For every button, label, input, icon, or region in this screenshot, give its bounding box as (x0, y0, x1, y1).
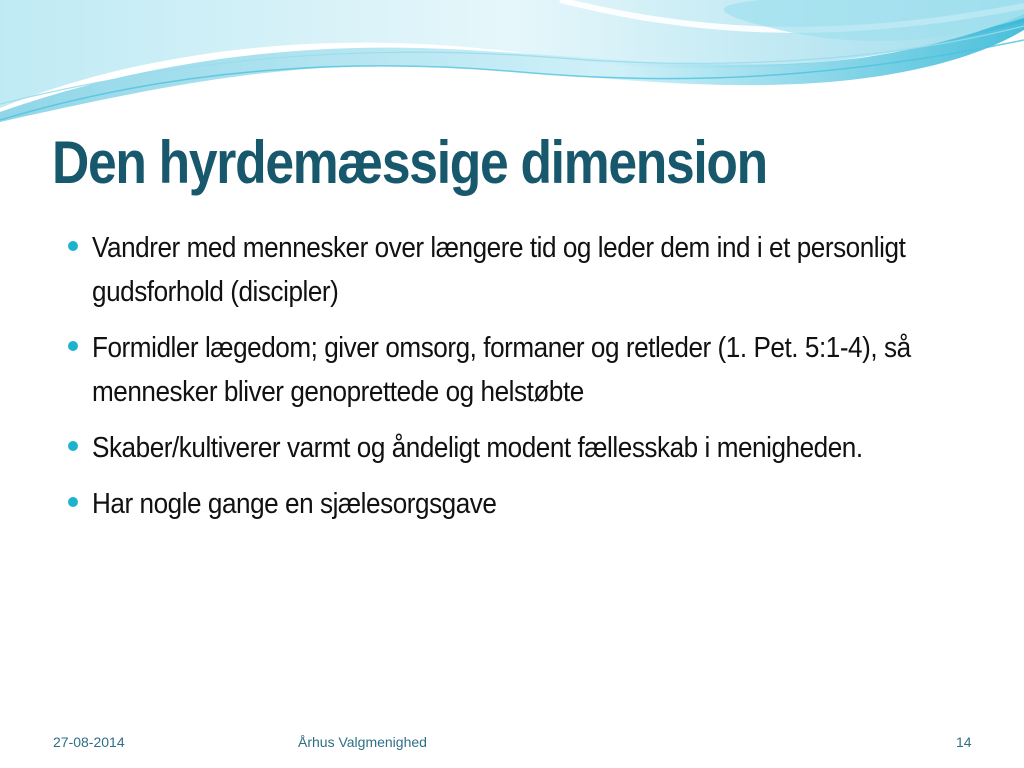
footer-organization: Århus Valgmenighed (298, 734, 427, 750)
wave-decoration (0, 0, 1024, 130)
bullet-text: Har nogle gange en sjælesorgsgave (92, 488, 497, 520)
bullet-item (66, 482, 966, 526)
bullet-list (66, 226, 966, 538)
bullet-item (66, 326, 966, 414)
bullet-item (66, 226, 966, 314)
bullet-item (66, 426, 966, 470)
bullet-text: Vandrer med mennesker over længere tid og leder dem ind i et personligt gudsforhold (discipler) (92, 232, 906, 308)
slide-title: Den hyrdemæssige dimension (52, 129, 767, 196)
bullet-text: Skaber/kultiverer varmt og åndeligt modent fællesskab i menigheden. (92, 432, 863, 464)
bullet-dot-icon (68, 441, 78, 451)
bullet-dot-icon (68, 241, 78, 251)
footer-date: 27-08-2014 (53, 734, 125, 750)
bullet-dot-icon (68, 497, 78, 507)
bullet-dot-icon (68, 341, 78, 351)
bullet-text: Formidler lægedom; giver omsorg, formaner og retleder (1. Pet. 5:1-4), så mennesker bliver genoprettede og helstøbte (92, 332, 911, 408)
footer-page-number: 14 (956, 734, 972, 750)
